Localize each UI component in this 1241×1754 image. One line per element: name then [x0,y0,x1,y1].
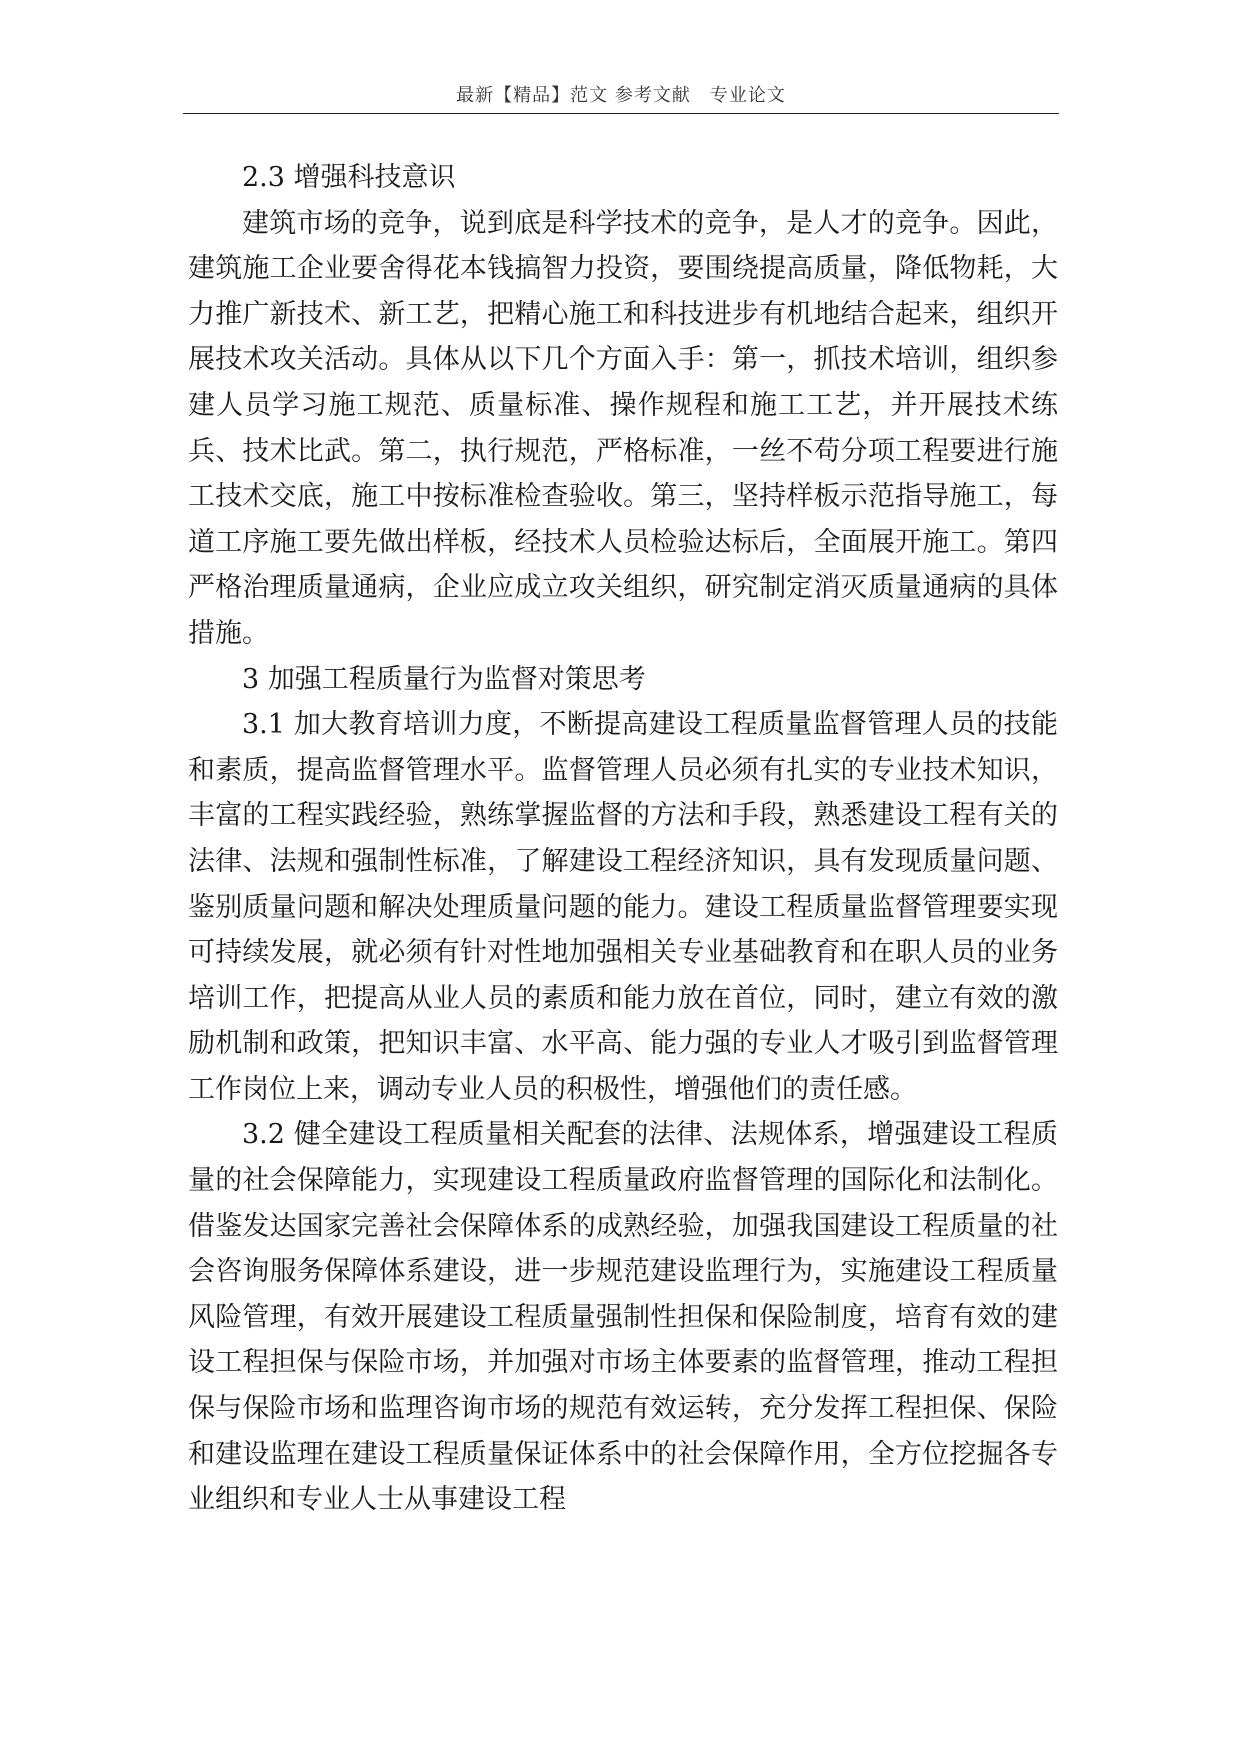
document-body [188,155,1058,1523]
section-heading-2-3: 2.3 增强科技意识 [242,162,456,193]
paragraph-tech-awareness: 建筑市场的竞争，说到底是科学技术的竞争，是人才的竞争。因此，建筑施工企业要舍得花本钱搞智力投资，要围绕提高质量，降低物耗，大力推广新技术、新工艺，把精心施工和科技进步有机地结合起来，组织开展技术攻关活动。具体从以下几个方面入手：第一，抓技术培训，组织参建人员学习施工规范、质量标准、操作规程和施工工艺，并开展技术练兵、技术比武。第二，执行规范，严格标准，一丝不苟分项工程要进行施工技术交底，施工中按标准检查验收。第三，坚持样板示范指导施工，每道工序施工要先做出样板，经技术人员检验达标后，全面展开施工。第四严格治理质量通病，企业应成立攻关组织，研究制定消灭质量通病的具体措施。 [188,207,1058,649]
section-heading-3: 3 加强工程质量行为监督对策思考 [242,663,646,695]
paragraph-3-2: 3.2 健全建设工程质量相关配套的法律、法规体系，增强建设工程质量的社会保障能力，实现建设工程质量政府监督管理的国际化和法制化。借鉴发达国家完善社会保障体系的成熟经验，加强我国建设工程质量的社会咨询服务保障体系建设，进一步规范建设监理行为，实施建设工程质量风险管理，有效开展建设工程质量强制性担保和保险制度，培育有效的建设工程担保与保险市场，并加强对市场主体要素的监督管理，推动工程担保与保险市场和监理咨询市场的规范有效运转，充分发挥工程担保、保险和建设监理在建设工程质量保证体系中的社会保障作用，全方位挖掘各专业组织和专业人士从事建设工程 [188,1119,1058,1516]
page-header: 最新【精品】范文 参考文献 专业论文 [456,85,786,106]
header-divider [183,113,1059,114]
paragraph-3-1: 3.1 加大教育培训力度，不断提高建设工程质量监督管理人员的技能和素质，提高监督管理水平。监督管理人员必须有扎实的专业技术知识，丰富的工程实践经验，熟练掌握监督的方法和手段，熟悉建设工程有关的法律、法规和强制性标准，了解建设工程经济知识，具有发现质量问题、鉴别质量问题和解决处理质量问题的能力。建设工程质量监督管理要实现可持续发展，就必须有针对性地加强相关专业基础教育和在职人员的业务培训工作，把提高从业人员的素质和能力放在首位，同时，建立有效的激励机制和政策，把知识丰富、水平高、能力强的专业人才吸引到监督管理工作岗位上来，调动专业人员的积极性，增强他们的责任感。 [188,709,1058,1105]
